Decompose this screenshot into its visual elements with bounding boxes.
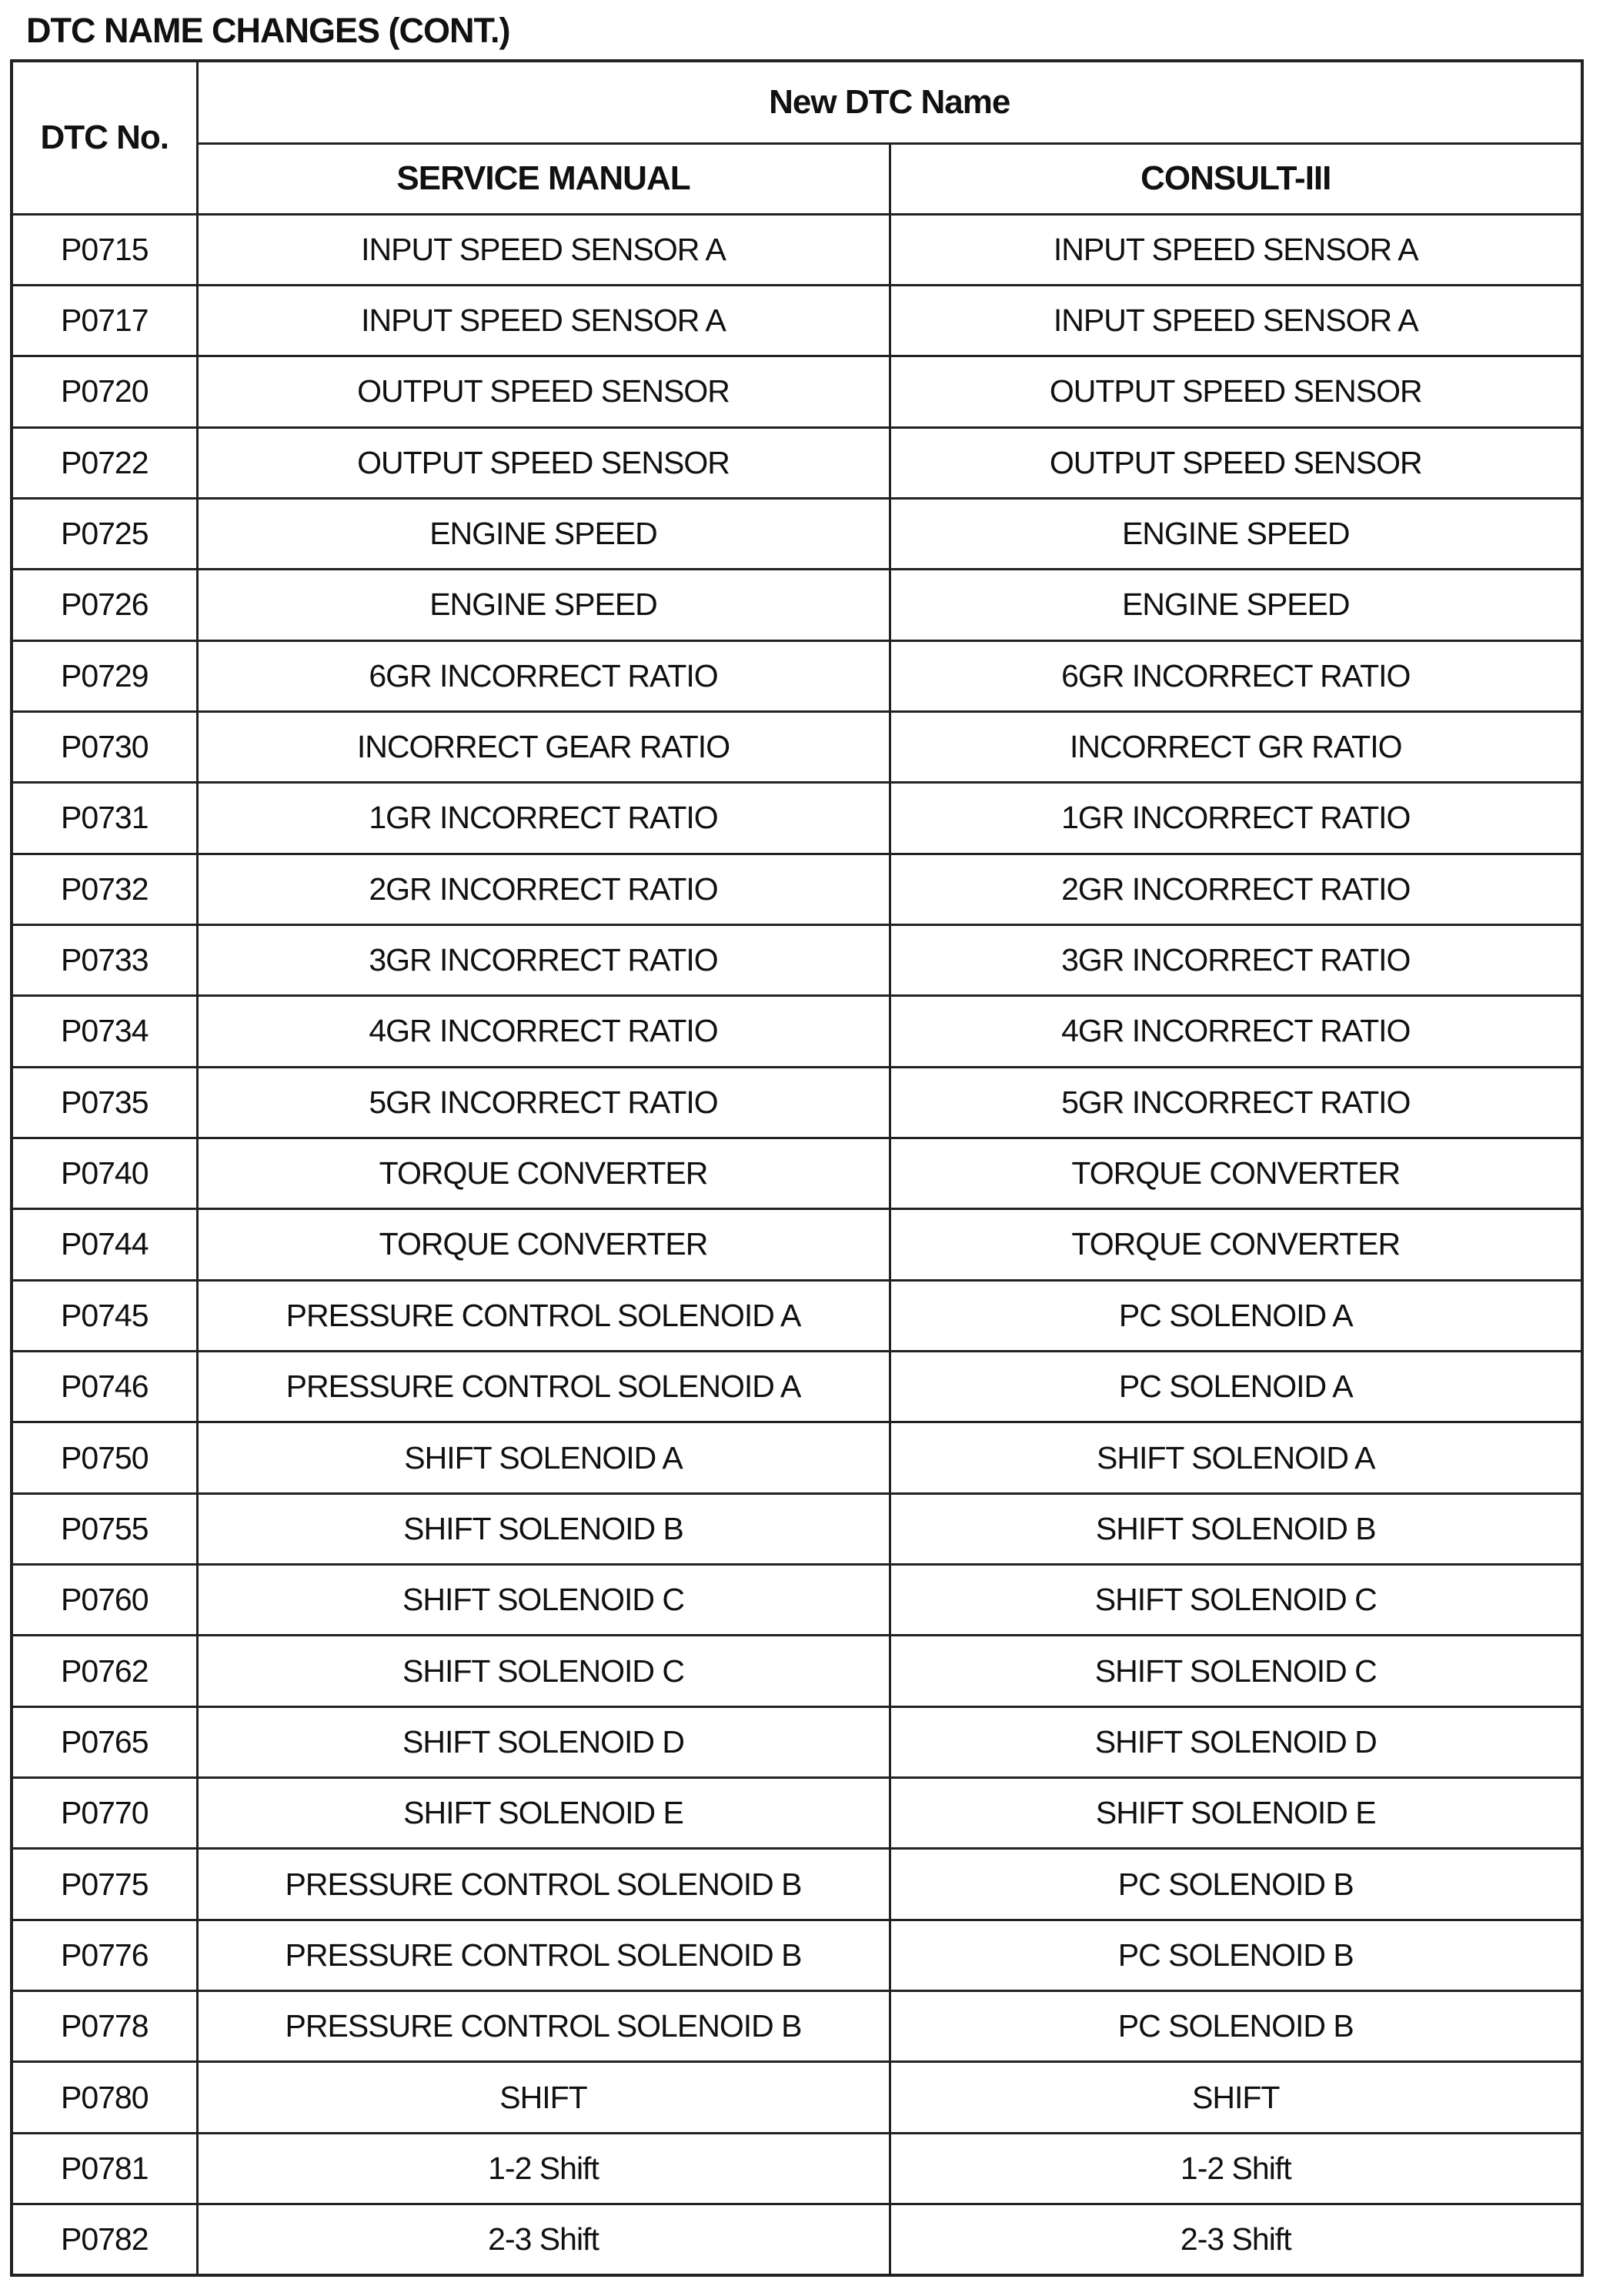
service-manual-cell: 2GR INCORRECT RATIO [197, 854, 890, 924]
service-manual-cell: TORQUE CONVERTER [197, 1138, 890, 1208]
dtc-code-cell: P0744 [12, 1209, 197, 1280]
consult-iii-cell: INPUT SPEED SENSOR A [890, 214, 1582, 285]
dtc-code-cell: P0732 [12, 854, 197, 924]
consult-iii-cell: ENGINE SPEED [890, 498, 1582, 569]
table-row [12, 2133, 1582, 2204]
service-manual-cell: SHIFT SOLENOID D [197, 1706, 890, 1777]
dtc-code-cell: P0729 [12, 640, 197, 711]
dtc-code-cell: P0725 [12, 498, 197, 569]
header-row-group [12, 61, 1582, 143]
table-row [12, 783, 1582, 854]
dtc-code-cell: P0775 [12, 1849, 197, 1920]
service-manual-cell: 1GR INCORRECT RATIO [197, 783, 890, 854]
service-manual-header: SERVICE MANUAL [197, 143, 890, 214]
table-row [12, 498, 1582, 569]
consult-iii-cell: PC SOLENOID A [890, 1280, 1582, 1351]
service-manual-cell: INPUT SPEED SENSOR A [197, 285, 890, 356]
dtc-code-cell: P0762 [12, 1636, 197, 1706]
service-manual-cell: 5GR INCORRECT RATIO [197, 1067, 890, 1138]
table-row [12, 924, 1582, 995]
table-row [12, 1422, 1582, 1493]
page-title: DTC NAME CHANGES (CONT.) [26, 11, 510, 50]
consult-iii-cell: INPUT SPEED SENSOR A [890, 285, 1582, 356]
dtc-code-cell: P0770 [12, 1778, 197, 1849]
consult-iii-cell: 2GR INCORRECT RATIO [890, 854, 1582, 924]
table-row [12, 711, 1582, 782]
table-row [12, 427, 1582, 498]
service-manual-cell: SHIFT SOLENOID C [197, 1636, 890, 1706]
table-body [12, 214, 1582, 2275]
service-manual-cell: 6GR INCORRECT RATIO [197, 640, 890, 711]
service-manual-cell: INCORRECT GEAR RATIO [197, 711, 890, 782]
table-row [12, 570, 1582, 640]
service-manual-cell: SHIFT [197, 2062, 890, 2133]
service-manual-cell: 1-2 Shift [197, 2133, 890, 2204]
consult-iii-cell: SHIFT SOLENOID D [890, 1706, 1582, 1777]
consult-iii-cell: SHIFT [890, 2062, 1582, 2133]
dtc-code-cell: P0750 [12, 1422, 197, 1493]
consult-iii-cell: SHIFT SOLENOID B [890, 1493, 1582, 1564]
table-row [12, 285, 1582, 356]
service-manual-cell: PRESSURE CONTROL SOLENOID B [197, 1849, 890, 1920]
consult-iii-cell: TORQUE CONVERTER [890, 1209, 1582, 1280]
table-row [12, 1138, 1582, 1208]
consult-iii-cell: SHIFT SOLENOID C [890, 1636, 1582, 1706]
consult-iii-cell: 3GR INCORRECT RATIO [890, 924, 1582, 995]
service-manual-cell: SHIFT SOLENOID C [197, 1565, 890, 1636]
dtc-code-cell: P0760 [12, 1565, 197, 1636]
consult-iii-cell: 6GR INCORRECT RATIO [890, 640, 1582, 711]
dtc-code-cell: P0717 [12, 285, 197, 356]
service-manual-cell: SHIFT SOLENOID E [197, 1778, 890, 1849]
service-manual-cell: 4GR INCORRECT RATIO [197, 996, 890, 1067]
dtc-code-cell: P0733 [12, 924, 197, 995]
service-manual-cell: ENGINE SPEED [197, 498, 890, 569]
table-row [12, 1493, 1582, 1564]
consult-iii-cell: SHIFT SOLENOID A [890, 1422, 1582, 1493]
service-manual-cell: OUTPUT SPEED SENSOR [197, 427, 890, 498]
consult-iii-cell: SHIFT SOLENOID E [890, 1778, 1582, 1849]
dtc-code-cell: P0715 [12, 214, 197, 285]
table-row [12, 214, 1582, 285]
table-row [12, 1991, 1582, 2062]
table-row [12, 356, 1582, 427]
table-row [12, 1849, 1582, 1920]
dtc-code-cell: P0755 [12, 1493, 197, 1564]
dtc-code-cell: P0731 [12, 783, 197, 854]
consult-iii-cell: 5GR INCORRECT RATIO [890, 1067, 1582, 1138]
service-manual-cell: PRESSURE CONTROL SOLENOID A [197, 1352, 890, 1422]
table-row [12, 640, 1582, 711]
service-manual-cell: PRESSURE CONTROL SOLENOID B [197, 1920, 890, 1990]
consult-iii-cell: PC SOLENOID B [890, 1920, 1582, 1990]
table-row [12, 996, 1582, 1067]
consult-iii-cell: OUTPUT SPEED SENSOR [890, 427, 1582, 498]
table-row [12, 1636, 1582, 1706]
dtc-no-header: DTC No. [12, 61, 197, 214]
consult-iii-cell: PC SOLENOID B [890, 1991, 1582, 2062]
dtc-code-cell: P0780 [12, 2062, 197, 2133]
table-row [12, 1565, 1582, 1636]
service-manual-cell: TORQUE CONVERTER [197, 1209, 890, 1280]
dtc-code-cell: P0765 [12, 1706, 197, 1777]
consult-iii-cell: SHIFT SOLENOID C [890, 1565, 1582, 1636]
service-manual-cell: PRESSURE CONTROL SOLENOID B [197, 1991, 890, 2062]
consult-iii-cell: 1-2 Shift [890, 2133, 1582, 2204]
consult-iii-cell: 2-3 Shift [890, 2204, 1582, 2275]
consult-iii-cell: PC SOLENOID B [890, 1849, 1582, 1920]
service-manual-cell: 3GR INCORRECT RATIO [197, 924, 890, 995]
table-row [12, 1209, 1582, 1280]
new-dtc-name-header: New DTC Name [197, 61, 1582, 143]
dtc-code-cell: P0746 [12, 1352, 197, 1422]
service-manual-cell: SHIFT SOLENOID B [197, 1493, 890, 1564]
table-row [12, 1352, 1582, 1422]
table-row [12, 2062, 1582, 2133]
table-row [12, 1706, 1582, 1777]
service-manual-cell: 2-3 Shift [197, 2204, 890, 2275]
dtc-code-cell: P0735 [12, 1067, 197, 1138]
consult-iii-cell: TORQUE CONVERTER [890, 1138, 1582, 1208]
dtc-code-cell: P0734 [12, 996, 197, 1067]
service-manual-cell: INPUT SPEED SENSOR A [197, 214, 890, 285]
dtc-code-cell: P0726 [12, 570, 197, 640]
dtc-code-cell: P0781 [12, 2133, 197, 2204]
consult-iii-cell: 4GR INCORRECT RATIO [890, 996, 1582, 1067]
dtc-code-cell: P0778 [12, 1991, 197, 2062]
dtc-code-cell: P0722 [12, 427, 197, 498]
dtc-code-cell: P0730 [12, 711, 197, 782]
table-row [12, 2204, 1582, 2275]
dtc-code-cell: P0776 [12, 1920, 197, 1990]
consult-iii-cell: 1GR INCORRECT RATIO [890, 783, 1582, 854]
dtc-code-cell: P0745 [12, 1280, 197, 1351]
header-row-columns [12, 143, 1582, 214]
service-manual-cell: OUTPUT SPEED SENSOR [197, 356, 890, 427]
table-row [12, 1067, 1582, 1138]
dtc-code-cell: P0740 [12, 1138, 197, 1208]
table-row [12, 1920, 1582, 1990]
dtc-name-changes-table [10, 59, 1584, 2277]
consult-iii-cell: INCORRECT GR RATIO [890, 711, 1582, 782]
dtc-code-cell: P0782 [12, 2204, 197, 2275]
consult-iii-cell: ENGINE SPEED [890, 570, 1582, 640]
table-row [12, 1280, 1582, 1351]
consult-iii-header: CONSULT-III [890, 143, 1582, 214]
service-manual-cell: PRESSURE CONTROL SOLENOID A [197, 1280, 890, 1351]
service-manual-cell: ENGINE SPEED [197, 570, 890, 640]
table-row [12, 854, 1582, 924]
table-row [12, 1778, 1582, 1849]
dtc-code-cell: P0720 [12, 356, 197, 427]
consult-iii-cell: OUTPUT SPEED SENSOR [890, 356, 1582, 427]
consult-iii-cell: PC SOLENOID A [890, 1352, 1582, 1422]
service-manual-cell: SHIFT SOLENOID A [197, 1422, 890, 1493]
